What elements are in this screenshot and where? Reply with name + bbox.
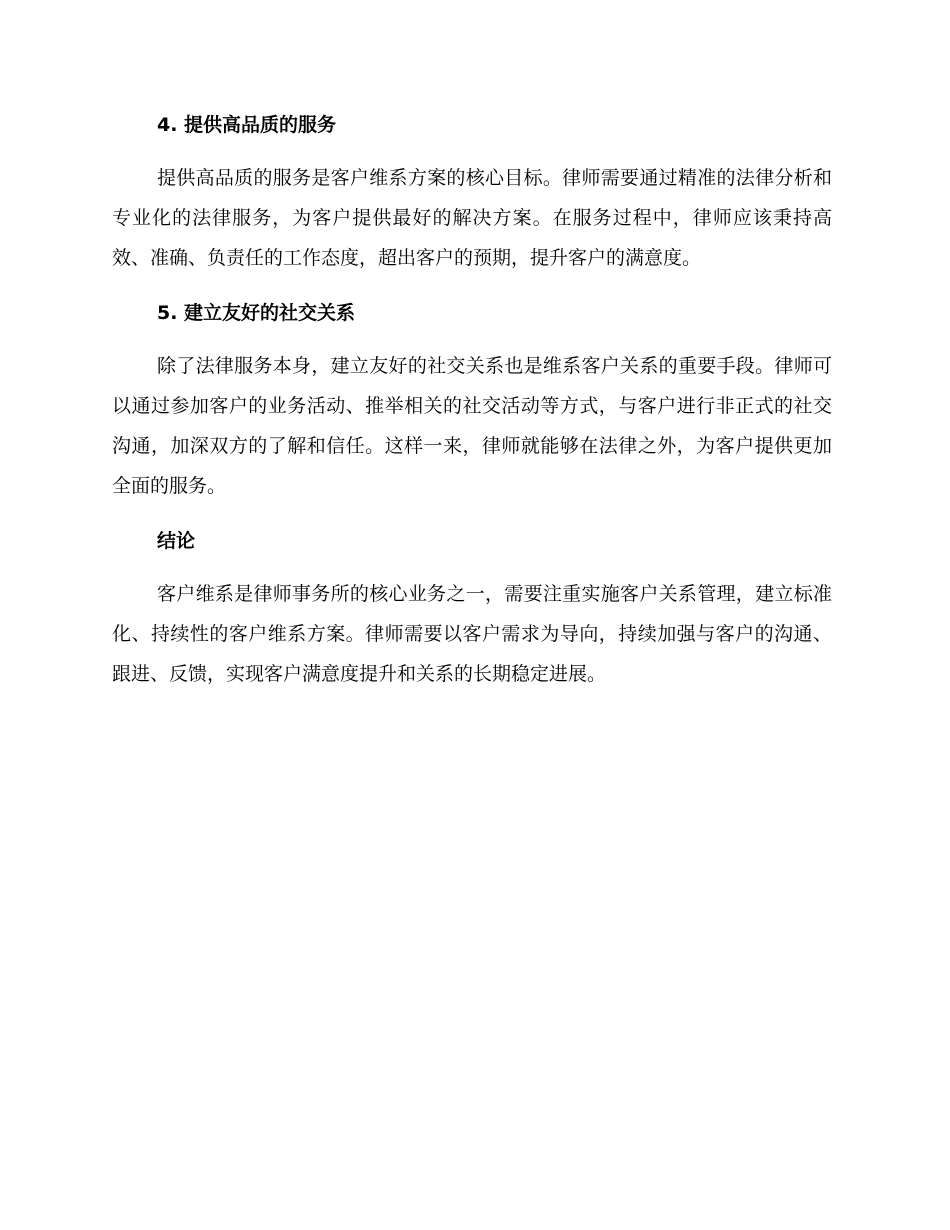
document-body bbox=[112, 110, 832, 714]
section-conclusion bbox=[112, 526, 832, 694]
section-heading: 4. 提供高品质的服务 bbox=[157, 114, 337, 136]
section-paragraph: 客户维系是律师事务所的核心业务之一，需要注重实施客户关系管理，建立标准化、持续性的客户维系方案。律师需要以客户需求为导向，持续加强与客户的沟通、跟进、反馈，实现客户满意度提升和关系的长期稳定进展。 bbox=[112, 583, 832, 685]
section-high-quality-service bbox=[112, 110, 832, 278]
section-heading: 结论 bbox=[157, 530, 196, 552]
section-social-relations bbox=[112, 298, 832, 506]
section-paragraph: 提供高品质的服务是客户维系方案的核心目标。律师需要通过精准的法律分析和专业化的法律服务，为客户提供最好的解决方案。在服务过程中，律师应该秉持高效、准确、负责任的工作态度，超出客户的预期，提升客户的满意度。 bbox=[112, 167, 832, 269]
section-heading: 5. 建立友好的社交关系 bbox=[157, 302, 356, 324]
section-paragraph: 除了法律服务本身，建立友好的社交关系也是维系客户关系的重要手段。律师可以通过参加客户的业务活动、推举相关的社交活动等方式，与客户进行非正式的社交沟通，加深双方的了解和信任。这样一来，律师就能够在法律之外，为客户提供更加全面的服务。 bbox=[112, 355, 832, 497]
